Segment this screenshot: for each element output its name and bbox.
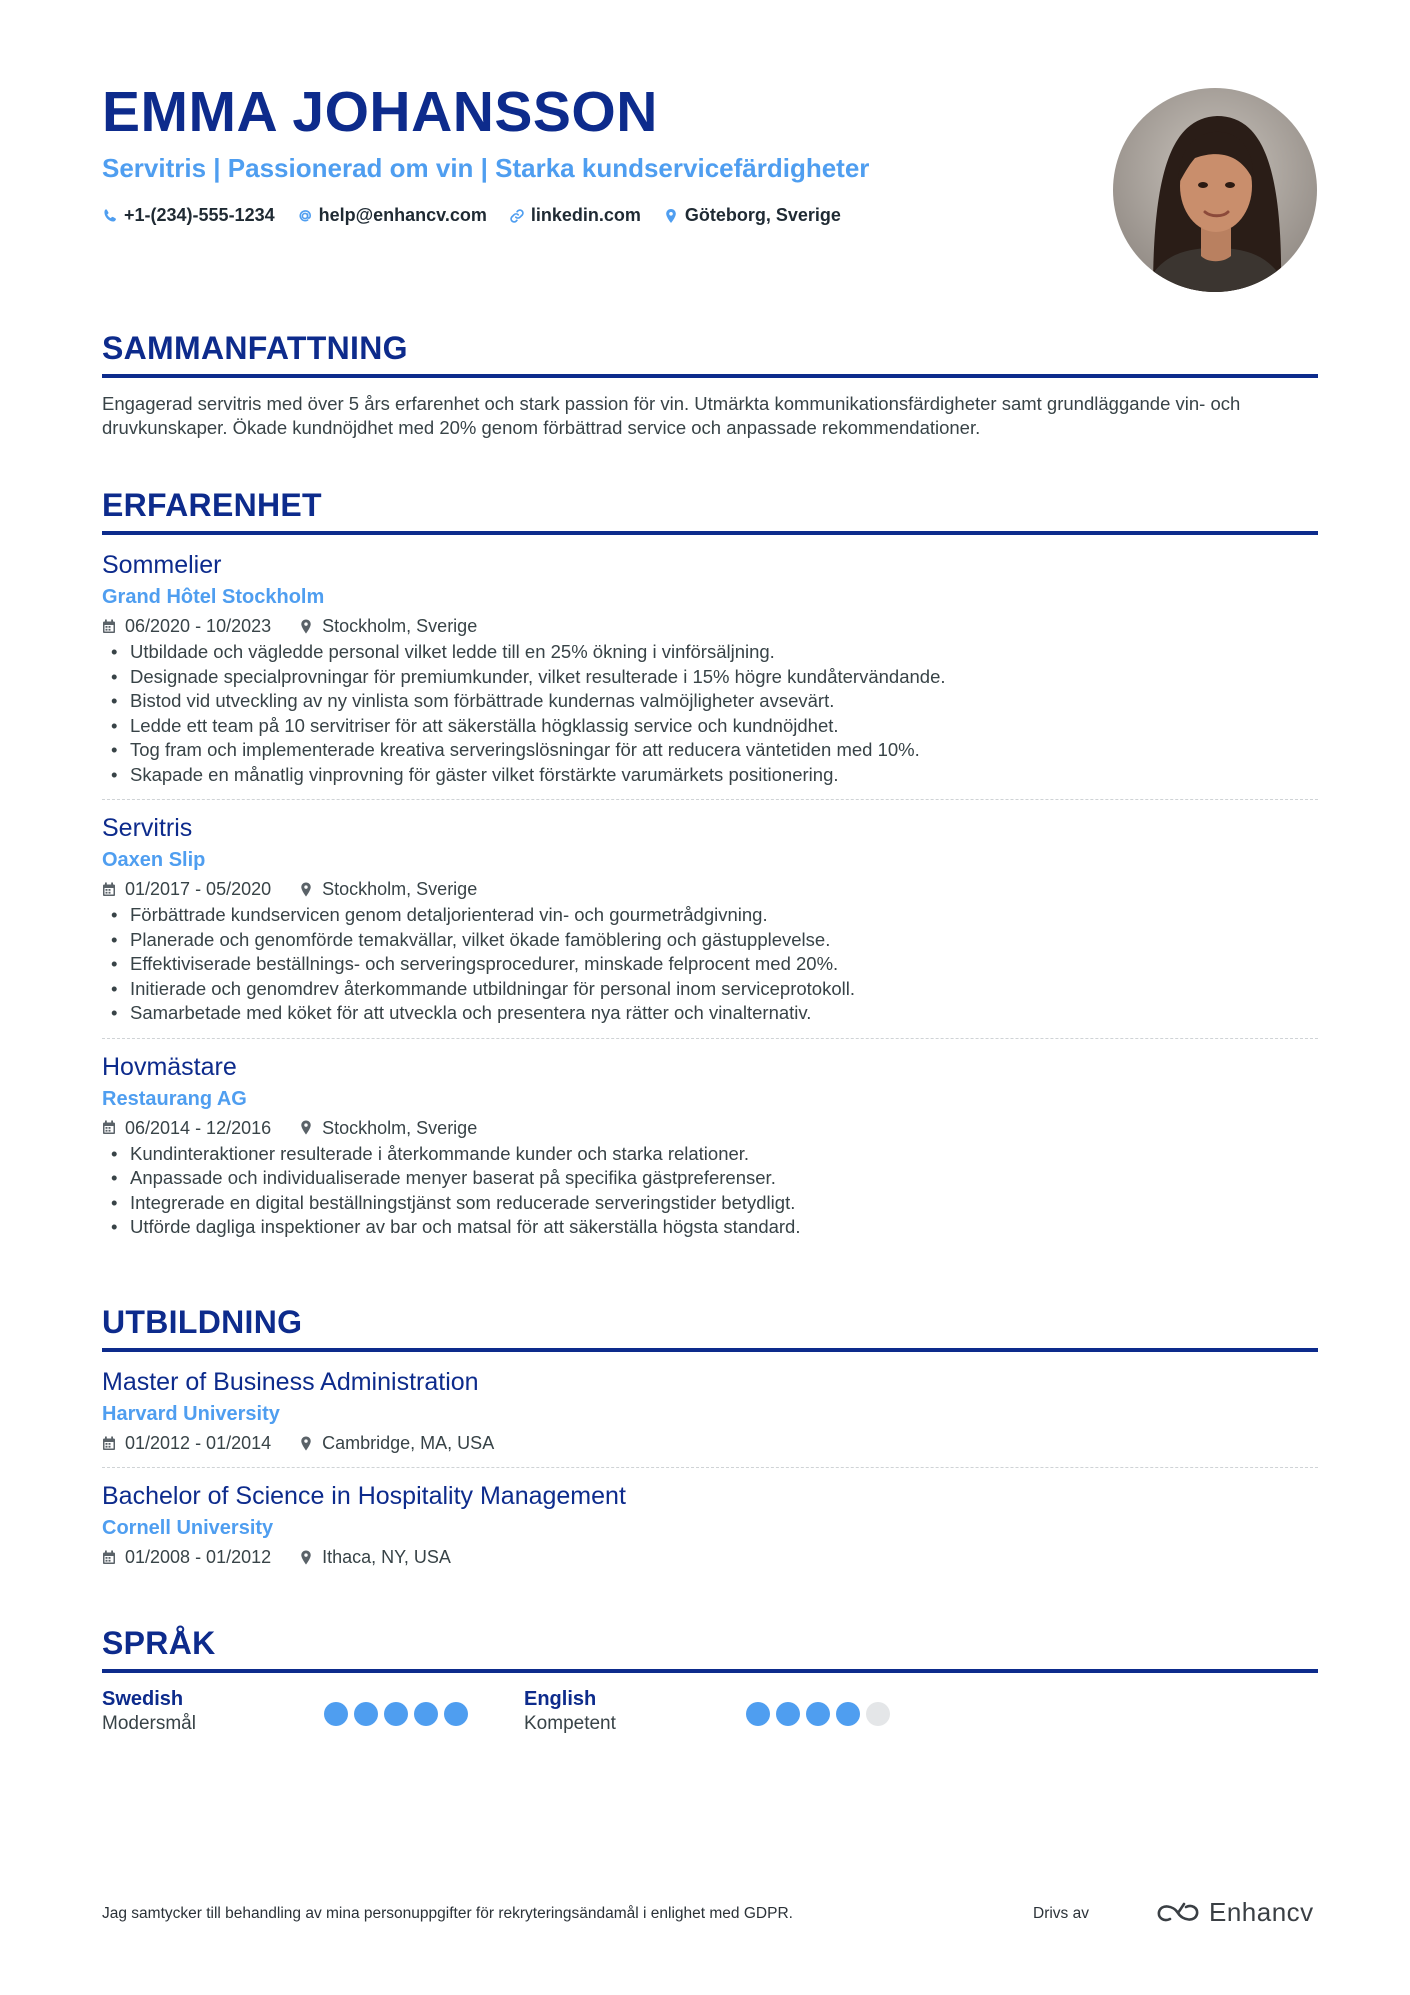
enhancv-logo-icon: [1155, 1901, 1201, 1925]
gdpr-consent: Jag samtycker till behandling av mina personuppgifter för rekryteringsändamål i enlighet med GDPR.: [102, 1905, 793, 1922]
experience-entry: [102, 1038, 1318, 1252]
language-name: English: [524, 1688, 597, 1710]
candidate-tagline: Servitris | Passionerad om vin | Starka kundservicefärdigheter: [102, 153, 870, 183]
education-list: [102, 1366, 1318, 1581]
rating-dot-filled: [776, 1702, 800, 1726]
rating-dot-empty: [866, 1702, 890, 1726]
location-text: Göteborg, Sverige: [684, 205, 841, 225]
education-location-text: Cambridge, MA, USA: [322, 1433, 495, 1453]
job-location-text: Stockholm, Sverige: [322, 879, 478, 899]
bullet-item: • Planerade och genomförde temakvällar, vilket ökade famöblering och gästupplevelse.: [102, 928, 1318, 953]
bullet-item: • Integrerade en digital beställningstjänst som reducerade serveringstider betydligt.: [102, 1191, 1318, 1216]
bullet-item: • Skapade en månatlig vinprovning för gäster vilket förstärkte varumärkets positionering.: [102, 763, 1318, 788]
education-location-text: Ithaca, NY, USA: [322, 1547, 451, 1567]
rating-dot-filled: [836, 1702, 860, 1726]
bullet-item: • Ledde ett team på 10 servitriser för att säkerställa högklassig service och kundnöjdhet.: [102, 714, 1318, 739]
education-location: [299, 1545, 451, 1569]
bullet-item: • Utförde dagliga inspektioner av bar och matsal för att säkerställa högsta standard.: [102, 1215, 1318, 1240]
education-section: [102, 1306, 1318, 1581]
bullet-item: • Initierade och genomdrev återkommande utbildningar för personal inom serviceprotokoll.: [102, 977, 1318, 1002]
location-pin-icon: [663, 208, 679, 224]
job-location: [299, 1116, 477, 1140]
education-entry: [102, 1366, 1318, 1467]
languages-heading: SPRÅK: [102, 1627, 1318, 1673]
rating-dot-filled: [444, 1702, 468, 1726]
experience-heading: ERFARENHET: [102, 489, 1318, 535]
job-bullets: [102, 640, 1318, 787]
rating-dot-filled: [806, 1702, 830, 1726]
location-pin-icon: [299, 1120, 313, 1135]
calendar-icon: [102, 1120, 116, 1135]
job-location-text: Stockholm, Sverige: [322, 1117, 478, 1138]
bullet-item: • Kundinteraktioner resulterade i återkommande kunder och starka relationer.: [102, 1142, 1318, 1167]
job-dates-text: 06/2020 - 10/2023: [125, 616, 272, 636]
job-bullets: [102, 903, 1318, 1026]
summary-section: [102, 332, 1318, 440]
job-meta: [102, 877, 1318, 901]
education-entry: [102, 1467, 1318, 1581]
language-level: Modersmål: [102, 1713, 196, 1734]
calendar-icon: [102, 619, 116, 634]
education-heading: UTBILDNING: [102, 1306, 1318, 1352]
job-title: Hovmästare: [102, 1052, 237, 1081]
education-location: [299, 1431, 494, 1455]
degree-title: Bachelor of Science in Hospitality Management: [102, 1482, 626, 1510]
bullet-item: • Bistod vid utveckling av ny vinlista som förbättrade kundernas valmöjligheter avsevärt.: [102, 689, 1318, 714]
bullet-item: • Utbildade och vägledde personal vilket ledde till en 25% ökning i vinförsäljning.: [102, 640, 1318, 665]
bullet-item: • Effektiviserade beställnings- och serveringsprocedurer, minskade felprocent med 20%.: [102, 952, 1318, 977]
contact-email[interactable]: [297, 205, 487, 226]
job-meta: [102, 614, 1318, 638]
contact-location: [663, 205, 841, 226]
calendar-icon: [102, 1436, 116, 1451]
contact-row: [102, 205, 841, 226]
rating-dot-filled: [354, 1702, 378, 1726]
education-meta: [102, 1545, 1318, 1569]
job-location-text: Stockholm, Sverige: [322, 616, 478, 636]
calendar-icon: [102, 882, 116, 897]
language-item: [524, 1687, 946, 1737]
summary-heading: SAMMANFATTNING: [102, 332, 1318, 378]
summary-text: Engagerad servitris med över 5 års erfarenhet och stark passion för vin. Utmärkta kommunikationsfärdigheter samt grundläggande vin- och druvkunskaper. Ökade kundnöjdhet med 20% genom förbättrad service och anpassade rekommendationer.: [102, 393, 1241, 438]
rating-dot-filled: [324, 1702, 348, 1726]
bullet-item: • Förbättrade kundservicen genom detaljorienterad vin- och gourmetrådgivning.: [102, 903, 1318, 928]
job-meta: [102, 1116, 1318, 1140]
bullet-item: • Samarbetade med köket för att utveckla och presentera nya rätter och vinalternativ.: [102, 1001, 1318, 1026]
education-dates: [102, 1431, 271, 1455]
email-text: help@enhancv.com: [318, 205, 487, 225]
education-dates-text: 01/2008 - 01/2012: [125, 1547, 272, 1567]
candidate-name: EMMA JOHANSSON: [102, 80, 658, 144]
school-name: Harvard University: [102, 1403, 280, 1425]
profile-photo: [1113, 88, 1317, 292]
bullet-item: • Tog fram och implementerade kreativa serveringslösningar för att reducera väntetiden med 10%.: [102, 738, 1318, 763]
education-dates: [102, 1545, 271, 1569]
at-icon: [297, 208, 313, 224]
calendar-icon: [102, 1550, 116, 1565]
language-rating: [746, 1687, 890, 1737]
enhancv-brand-text: Enhancv: [1209, 1897, 1314, 1927]
phone-text: +1-(234)-555-1234: [124, 205, 275, 225]
job-dates-text: 06/2014 - 12/2016: [125, 1117, 272, 1138]
job-bullets: [102, 1142, 1318, 1240]
degree-title: Master of Business Administration: [102, 1368, 479, 1396]
location-pin-icon: [299, 882, 313, 897]
company-name: Restaurang AG: [102, 1087, 247, 1110]
job-title: Sommelier: [102, 551, 222, 579]
company-name: Oaxen Slip: [102, 849, 206, 871]
location-pin-icon: [299, 1436, 313, 1451]
phone-icon: [102, 208, 118, 224]
education-meta: [102, 1431, 1318, 1455]
bullet-item: • Designade specialprovningar för premiumkunder, vilket resulterade i 15% högre kundåtervändande.: [102, 665, 1318, 690]
job-location: [299, 877, 477, 901]
experience-entry: [102, 549, 1318, 799]
experience-entry: [102, 799, 1318, 1038]
contact-phone[interactable]: [102, 205, 275, 226]
experience-section: [102, 489, 1318, 1252]
education-dates-text: 01/2012 - 01/2014: [125, 1433, 272, 1453]
linkedin-text: linkedin.com: [530, 205, 641, 225]
languages-section: [102, 1627, 1318, 1737]
job-dates: [102, 1116, 271, 1140]
languages-list: [102, 1687, 1318, 1737]
language-rating: [324, 1687, 468, 1737]
school-name: Cornell University: [102, 1517, 274, 1539]
language-level: Kompetent: [524, 1713, 616, 1734]
job-dates-text: 01/2017 - 05/2020: [125, 879, 272, 899]
experience-list: [102, 549, 1318, 1252]
job-location: [299, 614, 477, 638]
company-name: Grand Hôtel Stockholm: [102, 586, 325, 608]
location-pin-icon: [299, 619, 313, 634]
language-name: Swedish: [102, 1688, 184, 1710]
powered-by-label: Drivs av: [1033, 1905, 1089, 1922]
job-title: Servitris: [102, 814, 193, 842]
link-icon: [509, 208, 525, 224]
rating-dot-filled: [384, 1702, 408, 1726]
job-dates: [102, 614, 271, 638]
language-item: [102, 1687, 524, 1737]
bullet-item: • Anpassade och individualiserade menyer baserat på specifika gästpreferenser.: [102, 1166, 1318, 1191]
location-pin-icon: [299, 1550, 313, 1565]
enhancv-logo[interactable]: [1155, 1897, 1314, 1928]
rating-dot-filled: [746, 1702, 770, 1726]
job-dates: [102, 877, 271, 901]
rating-dot-filled: [414, 1702, 438, 1726]
contact-linkedin[interactable]: [509, 205, 641, 226]
